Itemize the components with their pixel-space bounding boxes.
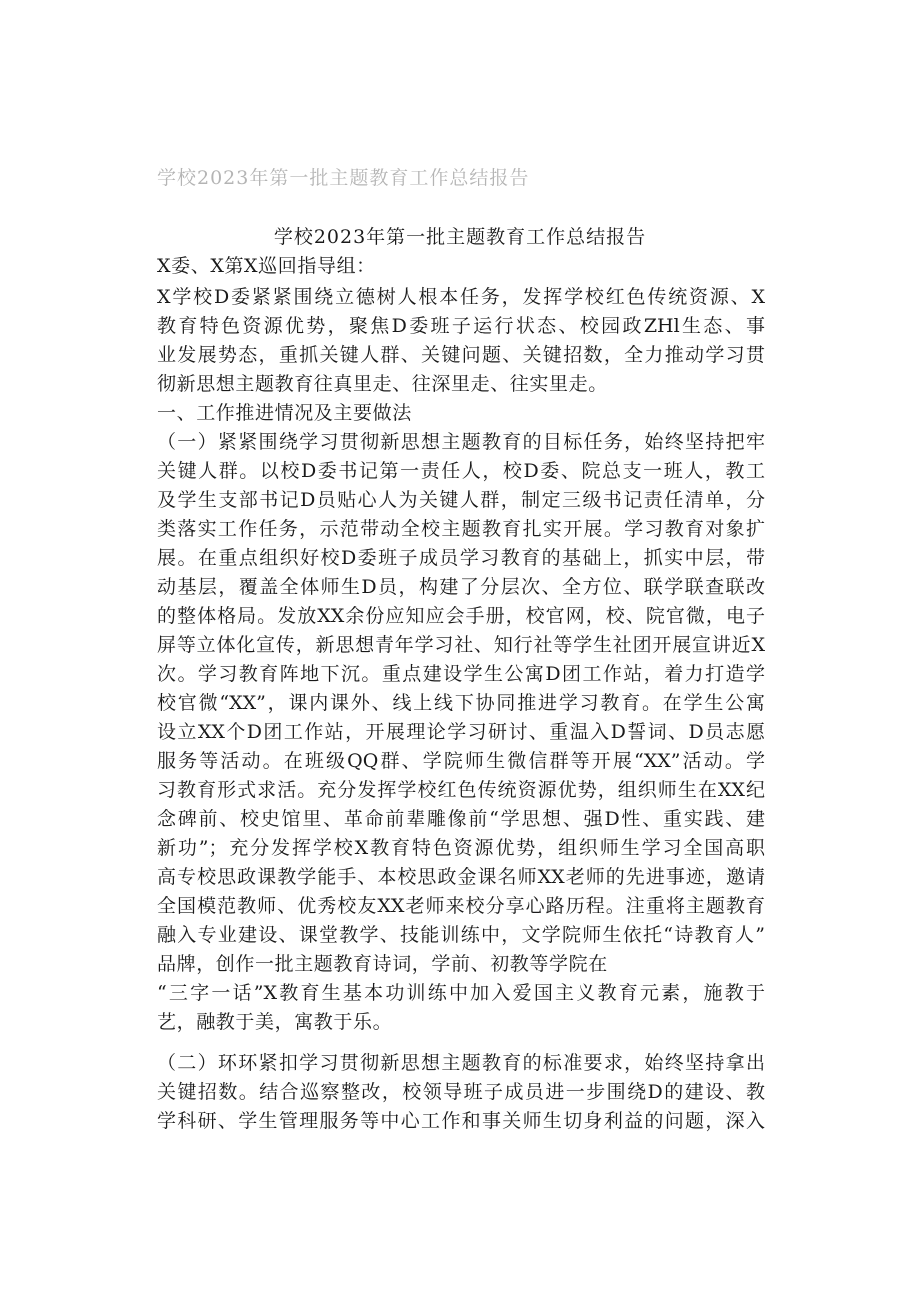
running-header: 学校2023年第一批主题教育工作总结报告 [157,167,530,189]
paragraph-line: 念碑前、校史馆里、革命前辈雕像前“学思想、强D性、重实践、建 [157,808,765,830]
paragraph-line: 设立XX个D团工作站，开展理论学习研讨、重温入D誓词、D员志愿 [157,721,765,743]
paragraph-line: 业发展势态，重抓关键人群、关键问题、关键招数，全力推动学习贯 [157,344,765,366]
paragraph-line: 动基层，覆盖全体师生D员，构建了分层次、全方位、联学联查联改 [157,576,765,598]
paragraph-line: 学科研、学生管理服务等中心工作和事关师生切身利益的问题，深入 [157,1110,765,1132]
paragraph-line: （二）环环紧扣学习贯彻新思想主题教育的标准要求，始终坚持拿出 [157,1052,765,1074]
paragraph-line: 品牌，创作一批主题教育诗词，学前、初教等学院在 [157,953,608,975]
paragraph-line: 屏等立体化宣传，新思想青年学习社、知行社等学生社团开展宣讲近X [157,634,765,656]
paragraph-line: X学校D委紧紧围绕立德树人根本任务，发挥学校红色传统资源、X [157,286,765,308]
section-heading: 一、工作推进情况及主要做法 [157,402,412,424]
paragraph-line: 展。在重点组织好校D委班子成员学习教育的基础上，抓实中层，带 [157,547,765,569]
paragraph-line: 校官微“XX”，课内课外、线上线下协同推进学习教育。在学生公寓 [157,692,765,714]
paragraph-line: 新功”；充分发挥学校X教育特色资源优势，组织师生学习全国高职 [157,837,765,859]
paragraph-line: 及学生支部书记D员贴心人为关键人群，制定三级书记责任清单，分 [157,489,765,511]
salutation-line: X委、X第X巡回指导组： [157,255,376,277]
paragraph-line: 教育特色资源优势，聚焦D委班子运行状态、校园政ZHl生态、事 [157,315,765,337]
document-title: 学校2023年第一批主题教育工作总结报告 [273,226,647,248]
paragraph-line: （一）紧紧围绕学习贯彻新思想主题教育的目标任务，始终坚持把牢 [157,431,765,453]
paragraph-line: 次。学习教育阵地下沉。重点建设学生公寓D团工作站，着力打造学 [157,663,765,685]
paragraph-line: 关键招数。结合巡察整改，校领导班子成员进一步围绕D的建设、教 [157,1081,765,1103]
paragraph-line: 融入专业建设、课堂教学、技能训练中，文学院师生依托“诗教育人” [157,924,765,946]
paragraph-line: 类落实工作任务，示范带动全校主题教育扎实开展。学习教育对象扩 [157,518,765,540]
paragraph-line: 高专校思政课教学能手、本校思政金课名师XX老师的先进事迹，邀请 [157,866,765,888]
paragraph-line: 全国模范教师、优秀校友XX老师来校分享心路历程。注重将主题教育 [157,895,765,917]
paragraph-line: “三字一话”X教育生基本功训练中加入爱国主义教育元素，施教于 [157,982,765,1004]
paragraph-line: 服务等活动。在班级QQ群、学院师生微信群等开展“XX”活动。学 [157,750,765,772]
paragraph-line: 的整体格局。发放XX余份应知应会手册，校官网，校、院官微，电子 [157,605,765,627]
paragraph-line: 习教育形式求活。充分发挥学校红色传统资源优势，组织师生在XX纪 [157,779,765,801]
paragraph-line: 艺，融教于美，寓教于乐。 [157,1011,393,1033]
paragraph-line: 彻新思想主题教育往真里走、往深里走、往实里走。 [157,373,608,395]
paragraph-line: 关键人群。以校D委书记第一责任人，校D委、院总支一班人，教工 [157,460,765,482]
